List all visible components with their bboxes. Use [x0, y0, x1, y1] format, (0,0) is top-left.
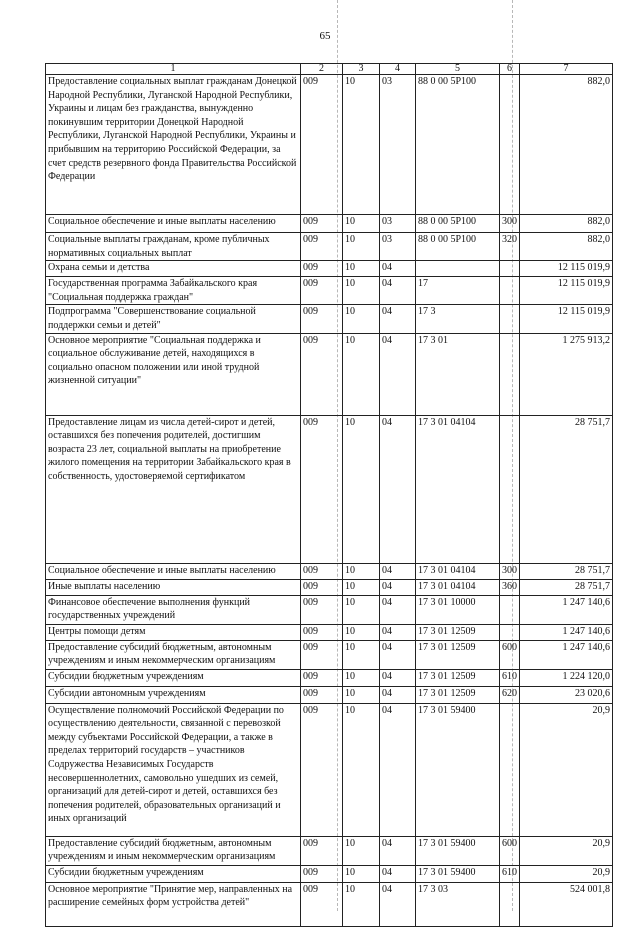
expense-type-cell: 320 [500, 233, 520, 261]
amount-cell: 882,0 [520, 215, 613, 233]
table-row [46, 640, 613, 669]
ministry-code-cell: 009 [301, 640, 343, 669]
table-row [46, 261, 613, 277]
amount-cell: 28 751,7 [520, 563, 613, 579]
section-cell: 10 [343, 415, 380, 563]
table-row [46, 865, 613, 882]
section-cell: 10 [343, 669, 380, 686]
subsection-cell: 04 [380, 333, 416, 415]
expense-type-cell: 600 [500, 640, 520, 669]
subsection-cell: 04 [380, 305, 416, 333]
subsection-cell: 04 [380, 703, 416, 836]
section-cell: 10 [343, 75, 380, 215]
amount-cell: 12 115 019,9 [520, 305, 613, 333]
ministry-code-cell: 009 [301, 415, 343, 563]
subsection-cell: 04 [380, 595, 416, 624]
table-row [46, 277, 613, 305]
table-row [46, 415, 613, 563]
expense-type-cell [500, 595, 520, 624]
subsection-cell: 04 [380, 669, 416, 686]
table-row [46, 703, 613, 836]
amount-cell: 20,9 [520, 836, 613, 865]
amount-cell: 20,9 [520, 703, 613, 836]
section-cell: 10 [343, 865, 380, 882]
section-cell: 10 [343, 624, 380, 640]
section-cell: 10 [343, 686, 380, 703]
item-name-cell: Предоставление лицам из числа детей-сирот и детей, оставшихся без попечения родителей, достигшим возраста 23 лет, социальной выплаты на приобретение жилого помещения на территории Забайкальского края в собственность, удостоверяемой сертификатом [46, 415, 301, 563]
expense-type-cell: 600 [500, 836, 520, 865]
item-name-cell: Предоставление субсидий бюджетным, автономным учреждениям и иным некоммерческим организациям [46, 836, 301, 865]
expense-type-cell [500, 703, 520, 836]
section-cell: 10 [343, 595, 380, 624]
expense-type-cell [500, 333, 520, 415]
section-cell: 10 [343, 882, 380, 926]
section-cell: 10 [343, 836, 380, 865]
expense-type-cell [500, 261, 520, 277]
target-item-cell [416, 261, 500, 277]
subsection-cell: 03 [380, 75, 416, 215]
ministry-code-cell: 009 [301, 579, 343, 595]
item-name-cell: Социальное обеспечение и иные выплаты населению [46, 215, 301, 233]
ministry-code-cell: 009 [301, 624, 343, 640]
expense-type-cell: 610 [500, 865, 520, 882]
amount-cell: 882,0 [520, 233, 613, 261]
item-name-cell: Субсидии бюджетным учреждениям [46, 669, 301, 686]
section-cell: 10 [343, 579, 380, 595]
table-row [46, 882, 613, 926]
header-cell: 3 [343, 64, 380, 75]
expense-type-cell: 360 [500, 579, 520, 595]
target-item-cell: 17 3 01 04104 [416, 415, 500, 563]
expense-type-cell: 300 [500, 215, 520, 233]
ministry-code-cell: 009 [301, 261, 343, 277]
expense-type-cell [500, 305, 520, 333]
amount-cell: 12 115 019,9 [520, 261, 613, 277]
amount-cell: 524 001,8 [520, 882, 613, 926]
section-cell: 10 [343, 333, 380, 415]
table-row [46, 75, 613, 215]
ministry-code-cell: 009 [301, 595, 343, 624]
ministry-code-cell: 009 [301, 703, 343, 836]
ministry-code-cell: 009 [301, 882, 343, 926]
expense-type-cell: 610 [500, 669, 520, 686]
target-item-cell: 88 0 00 5Р100 [416, 215, 500, 233]
header-cell: 4 [380, 64, 416, 75]
target-item-cell: 17 3 01 04104 [416, 563, 500, 579]
table-row [46, 836, 613, 865]
item-name-cell: Основное мероприятие "Социальная поддержка и социальное обслуживание детей, находящихся в социально опасном положении или иной трудной жизненной ситуации" [46, 333, 301, 415]
amount-cell: 23 020,6 [520, 686, 613, 703]
subsection-cell: 04 [380, 624, 416, 640]
subsection-cell: 04 [380, 579, 416, 595]
amount-cell: 20,9 [520, 865, 613, 882]
subsection-cell: 04 [380, 882, 416, 926]
ministry-code-cell: 009 [301, 305, 343, 333]
header-cell: 6 [500, 64, 520, 75]
header-cell: 2 [301, 64, 343, 75]
table-row [46, 333, 613, 415]
target-item-cell: 17 3 01 59400 [416, 836, 500, 865]
section-cell: 10 [343, 640, 380, 669]
ministry-code-cell: 009 [301, 333, 343, 415]
ministry-code-cell: 009 [301, 233, 343, 261]
target-item-cell: 17 3 03 [416, 882, 500, 926]
item-name-cell: Субсидии автономным учреждениям [46, 686, 301, 703]
section-cell: 10 [343, 563, 380, 579]
subsection-cell: 04 [380, 415, 416, 563]
expense-type-cell [500, 624, 520, 640]
expense-type-cell [500, 277, 520, 305]
target-item-cell: 88 0 00 5Р100 [416, 75, 500, 215]
page-number: 65 [319, 30, 331, 42]
item-name-cell: Субсидии бюджетным учреждениям [46, 865, 301, 882]
table-row [46, 579, 613, 595]
header-cell: 5 [416, 64, 500, 75]
item-name-cell: Предоставление социальных выплат гражданам Донецкой Народной Республики, Луганской Народной Республики, Украины и лицам без гражданства, вынужденно покинувшим территории Донецкой Народной Республики, Луганской Народной Республики, Украины и прибывшим на территорию Российской Федерации, за счет средств резервного фонда Правительства Российской Федерации [46, 75, 301, 215]
table-row [46, 595, 613, 624]
item-name-cell: Иные выплаты населению [46, 579, 301, 595]
table-row [46, 686, 613, 703]
item-name-cell: Основное мероприятие "Принятие мер, направленных на расширение семейных форм устройства детей" [46, 882, 301, 926]
item-name-cell: Охрана семьи и детства [46, 261, 301, 277]
ministry-code-cell: 009 [301, 686, 343, 703]
ministry-code-cell: 009 [301, 277, 343, 305]
table-header-row [46, 64, 613, 75]
expense-type-cell [500, 882, 520, 926]
item-name-cell: Социальные выплаты гражданам, кроме публичных нормативных социальных выплат [46, 233, 301, 261]
expense-type-cell: 300 [500, 563, 520, 579]
amount-cell: 1 224 120,0 [520, 669, 613, 686]
section-cell: 10 [343, 703, 380, 836]
amount-cell: 28 751,7 [520, 579, 613, 595]
subsection-cell: 04 [380, 261, 416, 277]
amount-cell: 882,0 [520, 75, 613, 215]
table-row [46, 215, 613, 233]
section-cell: 10 [343, 305, 380, 333]
item-name-cell: Государственная программа Забайкальского края "Социальная поддержка граждан" [46, 277, 301, 305]
header-cell: 1 [46, 64, 301, 75]
subsection-cell: 04 [380, 686, 416, 703]
target-item-cell: 17 [416, 277, 500, 305]
table-row [46, 563, 613, 579]
ministry-code-cell: 009 [301, 563, 343, 579]
section-cell: 10 [343, 277, 380, 305]
header-cell: 7 [520, 64, 613, 75]
expense-type-cell: 620 [500, 686, 520, 703]
ministry-code-cell: 009 [301, 75, 343, 215]
target-item-cell: 17 3 01 10000 [416, 595, 500, 624]
item-name-cell: Подпрограмма "Совершенствование социальной поддержки семьи и детей" [46, 305, 301, 333]
section-cell: 10 [343, 233, 380, 261]
section-cell: 10 [343, 261, 380, 277]
target-item-cell: 17 3 01 12509 [416, 686, 500, 703]
target-item-cell: 17 3 01 [416, 333, 500, 415]
target-item-cell: 17 3 01 04104 [416, 579, 500, 595]
target-item-cell: 17 3 01 12509 [416, 640, 500, 669]
subsection-cell: 04 [380, 865, 416, 882]
target-item-cell: 17 3 01 59400 [416, 865, 500, 882]
target-item-cell: 17 3 01 12509 [416, 669, 500, 686]
subsection-cell: 04 [380, 277, 416, 305]
table-row [46, 233, 613, 261]
subsection-cell: 04 [380, 640, 416, 669]
ministry-code-cell: 009 [301, 865, 343, 882]
item-name-cell: Финансовое обеспечение выполнения функций государственных учреждений [46, 595, 301, 624]
target-item-cell: 17 3 01 12509 [416, 624, 500, 640]
budget-table [45, 63, 613, 927]
table-row [46, 669, 613, 686]
expense-type-cell [500, 415, 520, 563]
amount-cell: 28 751,7 [520, 415, 613, 563]
target-item-cell: 17 3 [416, 305, 500, 333]
ministry-code-cell: 009 [301, 215, 343, 233]
subsection-cell: 03 [380, 215, 416, 233]
item-name-cell: Социальное обеспечение и иные выплаты населению [46, 563, 301, 579]
expense-type-cell [500, 75, 520, 215]
subsection-cell: 04 [380, 836, 416, 865]
amount-cell: 1 247 140,6 [520, 640, 613, 669]
ministry-code-cell: 009 [301, 669, 343, 686]
amount-cell: 1 247 140,6 [520, 595, 613, 624]
amount-cell: 12 115 019,9 [520, 277, 613, 305]
item-name-cell: Осуществление полномочий Российской Федерации по осуществлению деятельности, связанной с перевозкой между субъектами Российской Федерации, а также в пределах территорий государств – участников Содружества Независимых Государств несовершеннолетних, самовольно ушедших из семей, организаций для детей-сирот и детей, оставшихся без попечения родителей, образовательных организаций и иных организаций [46, 703, 301, 836]
subsection-cell: 03 [380, 233, 416, 261]
amount-cell: 1 275 913,2 [520, 333, 613, 415]
subsection-cell: 04 [380, 563, 416, 579]
target-item-cell: 17 3 01 59400 [416, 703, 500, 836]
target-item-cell: 88 0 00 5Р100 [416, 233, 500, 261]
amount-cell: 1 247 140,6 [520, 624, 613, 640]
section-cell: 10 [343, 215, 380, 233]
table-row [46, 305, 613, 333]
item-name-cell: Центры помощи детям [46, 624, 301, 640]
table-row [46, 624, 613, 640]
item-name-cell: Предоставление субсидий бюджетным, автономным учреждениям и иным некоммерческим организациям [46, 640, 301, 669]
ministry-code-cell: 009 [301, 836, 343, 865]
